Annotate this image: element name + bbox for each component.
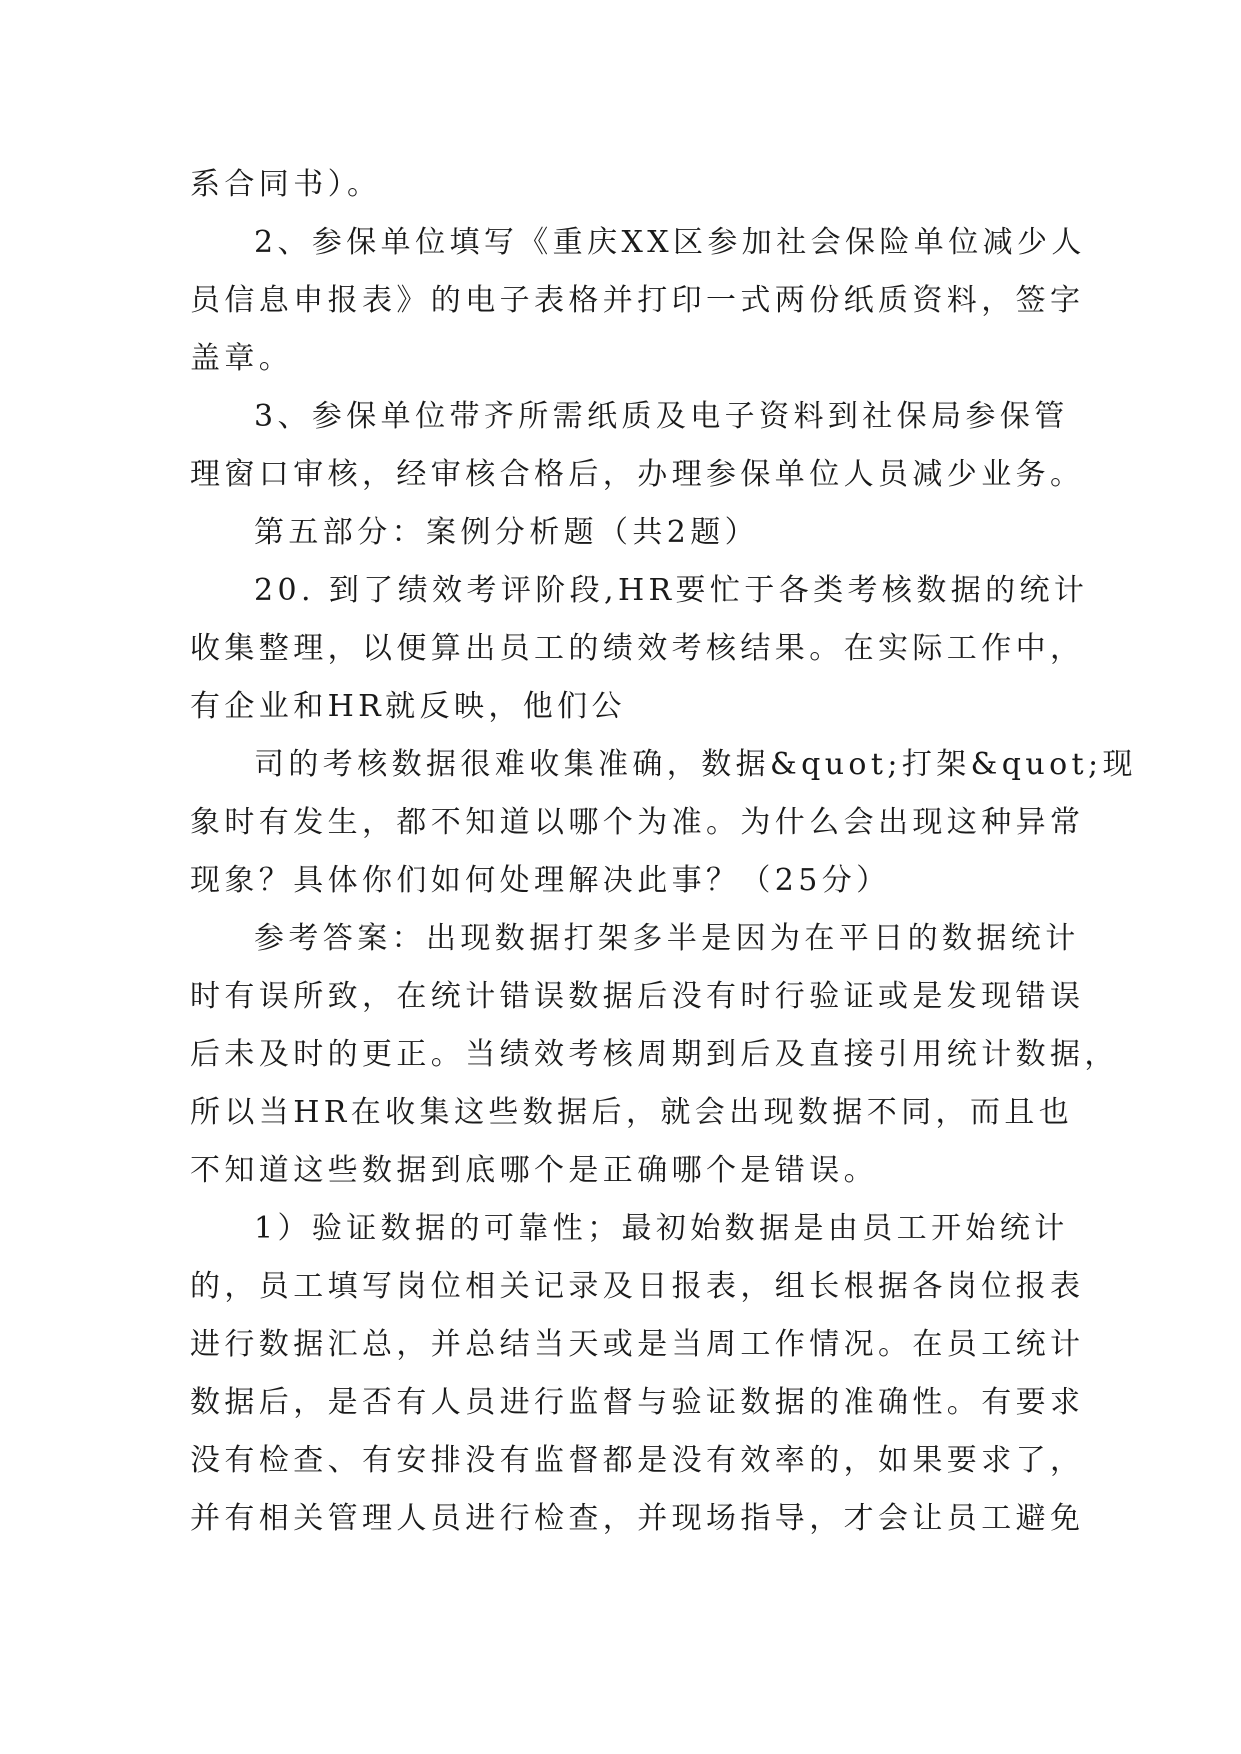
document-body bbox=[190, 156, 1137, 1548]
answer-text: 不知道这些数据到底哪个是正确哪个是错误。 bbox=[190, 1153, 878, 1188]
answer-text: 1）验证数据的可靠性；最初始数据是由员工开始统计 bbox=[254, 1211, 1069, 1246]
question-text: 有企业和HR就反映，他们公 bbox=[190, 689, 626, 724]
question-text: 20. 到了绩效考评阶段,HR要忙于各类考核数据的统计 bbox=[254, 573, 1089, 608]
question-text: 象时有发生，都不知道以哪个为准。为什么会出现这种异常 bbox=[190, 805, 1085, 840]
answer-text: 时有误所致，在统计错误数据后没有时行验证或是发现错误 bbox=[190, 979, 1085, 1014]
text-line: 员信息申报表》的电子表格并打印一式两份纸质资料，签字 bbox=[190, 283, 1085, 318]
answer-text: 没有检查、有安排没有监督都是没有效率的，如果要求了， bbox=[190, 1443, 1085, 1478]
text-line: 3、参保单位带齐所需纸质及电子资料到社保局参保管 bbox=[254, 399, 1069, 434]
answer-text: 所以当HR在收集这些数据后，就会出现数据不同，而且也 bbox=[190, 1095, 1074, 1130]
text-line: 盖章。 bbox=[190, 341, 294, 376]
answer-text: 数据后，是否有人员进行监督与验证数据的准确性。有要求 bbox=[190, 1385, 1085, 1420]
question-text: 司的考核数据很难收集准确，数据&quot;打架&quot;现 bbox=[254, 747, 1137, 782]
text-line: 2、参保单位填写《重庆XX区参加社会保险单位减少人 bbox=[254, 225, 1086, 260]
text-line: 系合同书）。 bbox=[190, 167, 382, 202]
question-text: 现象？具体你们如何处理解决此事？（25分） bbox=[190, 863, 891, 898]
answer-text: 参考答案：出现数据打架多半是因为在平日的数据统计 bbox=[254, 921, 1080, 956]
text-line: 理窗口审核，经审核合格后，办理参保单位人员减少业务。 bbox=[190, 457, 1085, 492]
answer-text: 后未及时的更正。当绩效考核周期到后及直接引用统计数据， bbox=[190, 1037, 1119, 1072]
answer-text: 进行数据汇总，并总结当天或是当周工作情况。在员工统计 bbox=[190, 1327, 1085, 1362]
section-heading: 第五部分：案例分析题（共2题） bbox=[254, 515, 760, 550]
question-text: 收集整理，以便算出员工的绩效考核结果。在实际工作中， bbox=[190, 631, 1085, 666]
answer-text: 的，员工填写岗位相关记录及日报表，组长根据各岗位报表 bbox=[190, 1269, 1085, 1304]
answer-text: 并有相关管理人员进行检查，并现场指导，才会让员工避免 bbox=[190, 1501, 1085, 1536]
